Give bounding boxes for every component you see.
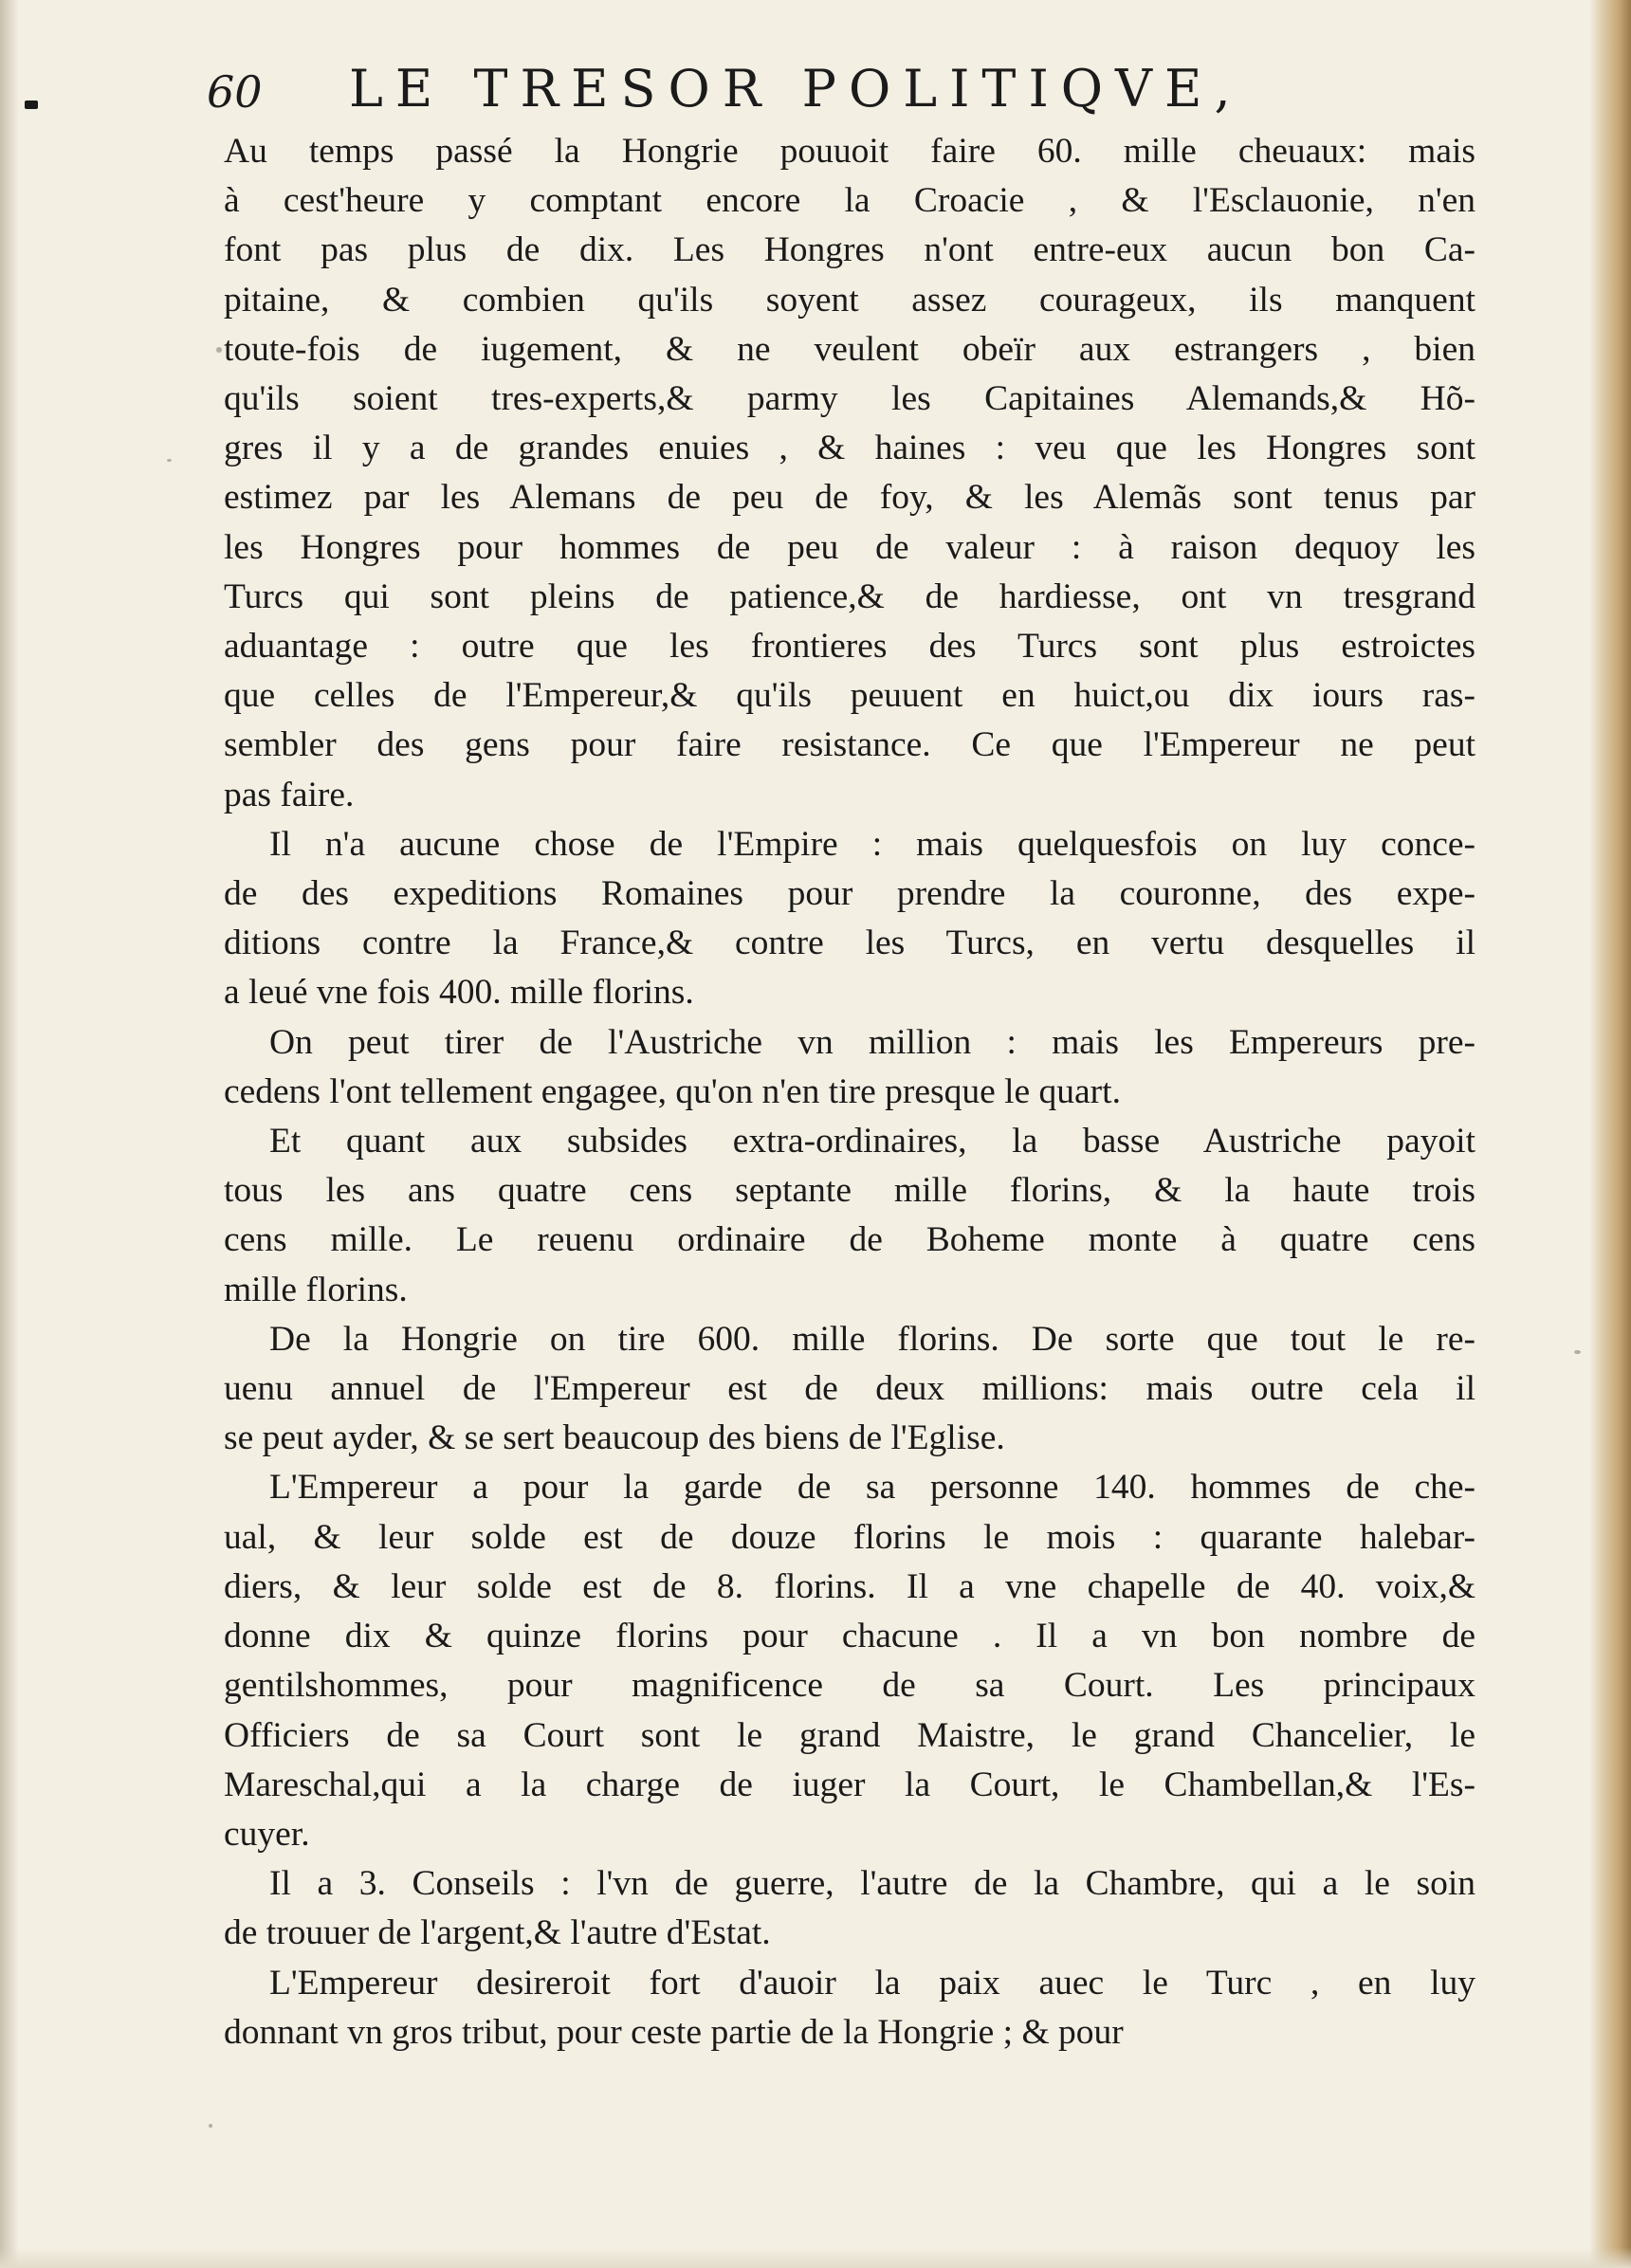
text-line: Mareschal,qui a la charge de iuger la Court, le Chambellan,& l'Es- xyxy=(224,1765,1475,1804)
text-line: cedens l'ont tellement engagee, qu'on n'en tire presque le quart. xyxy=(224,1071,1121,1111)
text-line: toute-fois de iugement, & ne veulent obeïr aux estrangers , bien xyxy=(224,329,1475,369)
text-line: De la Hongrie on tire 600. mille florins. De sorte que tout le re- xyxy=(269,1319,1475,1359)
text-line: gentilshommes, pour magnificence de sa Court. Les principaux xyxy=(224,1666,1475,1706)
text-line: Il n'a aucune chose de l'Empire : mais quelquesfois on luy conce- xyxy=(269,824,1475,864)
paragraph xyxy=(224,1018,1475,1117)
text-line: se peut ayder, & se sert beaucoup des biens de l'Eglise. xyxy=(224,1418,1005,1458)
paragraph xyxy=(224,1959,1475,2058)
text-line: cens mille. Le reuenu ordinaire de Boheme monte à quatre cens xyxy=(224,1220,1475,1260)
text-line: L'Empereur a pour la garde de sa personne 140. hommes de che- xyxy=(269,1468,1475,1508)
text-line: à cest'heure y comptant encore la Croacie , & l'Esclauonie, n'en xyxy=(224,181,1475,221)
text-line: sembler des gens pour faire resistance. Ce que l'Empereur ne peut xyxy=(224,725,1475,765)
text-line: donne dix & quinze florins pour chacune . Il a vn bon nombre de xyxy=(224,1617,1475,1656)
paragraph xyxy=(224,127,1475,820)
paragraph xyxy=(224,1859,1475,1958)
text-line: ual, & leur solde est de douze florins le mois : quarante halebar- xyxy=(224,1517,1475,1557)
running-title: LE TRESOR POLITIQVE, xyxy=(349,59,1243,119)
text-line: Au temps passé la Hongrie pouuoit faire 60. mille cheuaux: mais xyxy=(224,132,1475,171)
text-line: L'Empereur desireroit fort d'auoir la paix auec le Turc , en luy xyxy=(269,1963,1475,2003)
text-line: Et quant aux subsides extra-ordinaires, la basse Austriche payoit xyxy=(269,1122,1475,1161)
page-bottom-edge xyxy=(0,2247,1631,2268)
text-line: gres il y a de grandes enuies , & haines : veu que les Hongres sont xyxy=(224,429,1475,468)
text-line: On peut tirer de l'Austriche vn million : mais les Empereurs pre- xyxy=(269,1022,1475,1062)
binding-shadow xyxy=(0,0,19,2268)
text-line: de trouuer de l'argent,& l'autre d'Estat. xyxy=(224,1913,771,1953)
text-line: mille florins. xyxy=(224,1270,408,1309)
text-line: font pas plus de dix. Les Hongres n'ont entre-eux aucun bon Ca- xyxy=(224,230,1475,270)
text-line: diers, & leur solde est de 8. florins. Il a vne chapelle de 40. voix,& xyxy=(224,1566,1475,1606)
text-line: cuyer. xyxy=(224,1814,310,1854)
text-line: uenu annuel de l'Empereur est de deux millions: mais outre cela il xyxy=(224,1369,1475,1409)
text-line: Turcs qui sont pleins de patience,& de hardiesse, ont vn tresgrand xyxy=(224,576,1475,616)
text-line: pas faire. xyxy=(224,775,355,814)
paragraph xyxy=(224,1315,1475,1464)
body-text xyxy=(224,127,1475,2058)
text-line: qu'ils soient tres-experts,& parmy les Capitaines Alemands,& Hõ- xyxy=(224,379,1475,419)
paragraph xyxy=(224,1463,1475,1859)
paragraph xyxy=(224,1117,1475,1315)
text-line: aduantage : outre que les frontieres des Turcs sont plus estroictes xyxy=(224,627,1475,667)
text-line: estimez par les Alemans de peu de foy, & les Alemãs sont tenus par xyxy=(224,478,1475,518)
text-line: tous les ans quatre cens septante mille florins, & la haute trois xyxy=(224,1171,1475,1211)
paper-speck xyxy=(209,2124,212,2128)
text-line: donnant vn gros tribut, pour ceste partie de la Hongrie ; & pour xyxy=(224,2012,1124,2052)
text-line: Officiers de sa Court sont le grand Maistre, le grand Chancelier, le xyxy=(224,1715,1475,1755)
page-header xyxy=(207,53,1458,129)
paragraph xyxy=(224,820,1475,1018)
paper-speck xyxy=(167,459,172,462)
text-line: pitaine, & combien qu'ils soyent assez courageux, ils manquent xyxy=(224,280,1475,320)
text-line: ditions contre la France,& contre les Turcs, en vertu desquelles il xyxy=(224,924,1475,963)
paper-speck xyxy=(216,347,222,353)
text-line: les Hongres pour hommes de peu de valeur : à raison dequoy les xyxy=(224,527,1475,567)
text-line: a leué vne fois 400. mille florins. xyxy=(224,973,694,1013)
text-line: que celles de l'Empereur,& qu'ils peuuent en huict,ou dix iours ras- xyxy=(224,676,1475,716)
page-number: 60 xyxy=(207,66,263,118)
ink-mark xyxy=(25,101,38,109)
paper-speck xyxy=(1574,1350,1581,1354)
text-line: Il a 3. Conseils : l'vn de guerre, l'autre de la Chambre, qui a le soin xyxy=(269,1864,1475,1904)
text-line: de des expeditions Romaines pour prendre la couronne, des expe- xyxy=(224,874,1475,914)
page-edge xyxy=(1589,0,1631,2268)
